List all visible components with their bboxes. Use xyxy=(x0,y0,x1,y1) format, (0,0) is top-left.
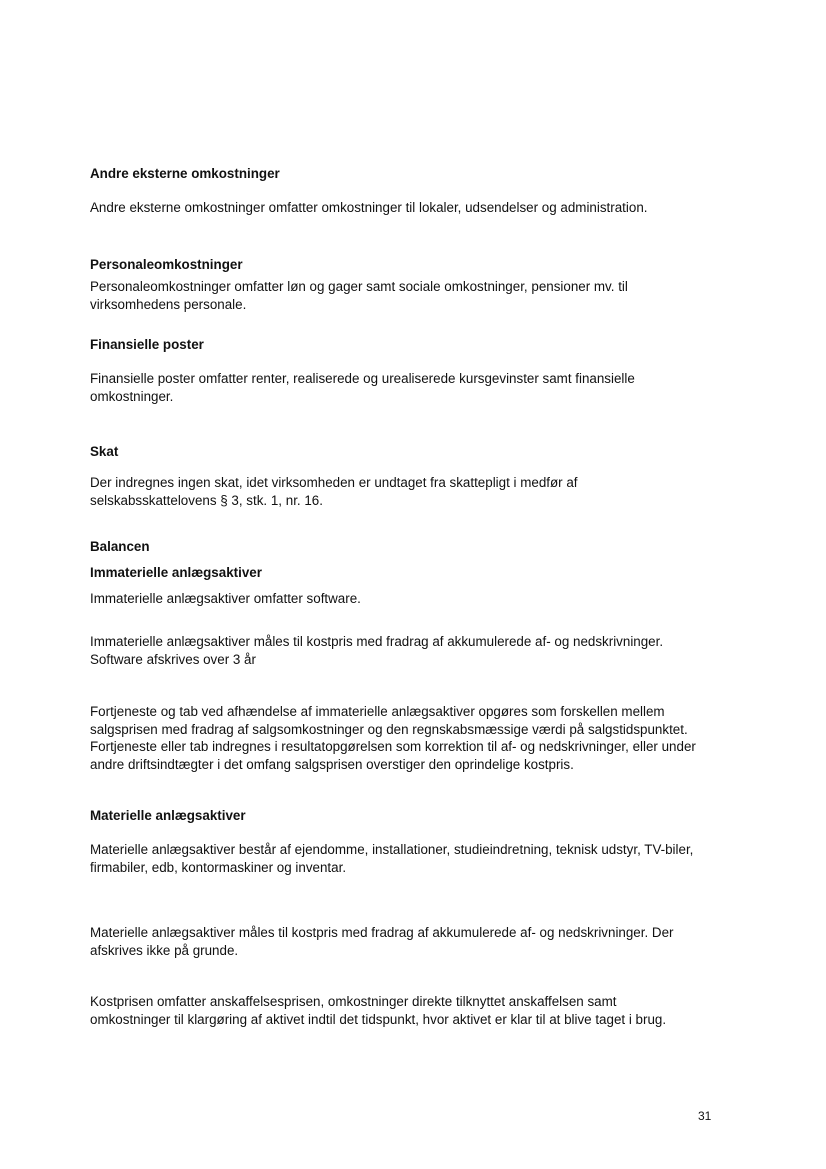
heading-andre-eksterne-omkostninger: Andre eksterne omkostninger xyxy=(90,166,280,181)
paragraph-materielle-2 xyxy=(90,924,730,959)
text-line: Kostprisen omfatter anskaffelsesprisen, omkostninger direkte tilknyttet anskaffelsen samt xyxy=(90,994,617,1009)
heading-immaterielle-anlaegsaktiver: Immaterielle anlægsaktiver xyxy=(90,565,262,580)
text-line: afskrives ikke på grunde. xyxy=(90,942,239,958)
paragraph-immaterielle-3 xyxy=(90,703,730,773)
text-line: Materielle anlægsaktiver måles til kostpris med fradrag af akkumulerede af- og nedskrivninger. Der xyxy=(90,925,674,940)
heading-personaleomkostninger: Personaleomkostninger xyxy=(90,257,243,272)
text-line: firmabiler, edb, kontormaskiner og inventar. xyxy=(90,859,347,875)
heading-finansielle-poster: Finansielle poster xyxy=(90,337,204,352)
paragraph-materielle-1 xyxy=(90,841,730,876)
text-line: Der indregnes ingen skat, idet virksomheden er undtaget fra skattepligt i medfør af xyxy=(90,475,578,490)
text-line: omkostninger til klargøring af aktivet indtil det tidspunkt, hvor aktivet er klar til at blive taget i brug. xyxy=(90,1011,667,1027)
text-line: Finansielle poster omfatter renter, realiserede og urealiserede kursgevinster samt finansielle xyxy=(90,371,635,386)
paragraph-materielle-3 xyxy=(90,993,730,1028)
text-line: andre driftsindtægter i det omfang salgsprisen overstiger den oprindelige kostpris. xyxy=(90,756,574,772)
text-line: Fortjeneste eller tab indregnes i resultatopgørelsen som korrektion til af- og nedskrivninger, eller under xyxy=(90,739,696,755)
heading-materielle-anlaegsaktiver: Materielle anlægsaktiver xyxy=(90,808,246,823)
text-line: Immaterielle anlægsaktiver omfatter software. xyxy=(90,591,361,606)
text-line: Andre eksterne omkostninger omfatter omkostninger til lokaler, udsendelser og administration. xyxy=(90,200,648,215)
text-line: omkostninger. xyxy=(90,388,174,404)
text-line: Immaterielle anlægsaktiver måles til kostpris med fradrag af akkumulerede af- og nedskrivninger. xyxy=(90,634,664,649)
text-line: salgsprisen med fradrag af salgsomkostninger og den regnskabsmæssige værdi på salgstidspunktet. xyxy=(90,721,688,737)
paragraph-personaleomkostninger xyxy=(90,278,730,313)
paragraph-immaterielle-2 xyxy=(90,633,730,668)
heading-balancen: Balancen xyxy=(90,539,150,554)
text-line: selskabsskattelovens § 3, stk. 1, nr. 16. xyxy=(90,492,323,508)
text-line: Software afskrives over 3 år xyxy=(90,651,256,667)
text-line: Materielle anlægsaktiver består af ejendomme, installationer, studieindretning, teknisk udstyr, TV-biler, xyxy=(90,842,694,857)
heading-skat: Skat xyxy=(90,444,119,459)
text-line: Fortjeneste og tab ved afhændelse af immaterielle anlægsaktiver opgøres som forskellen mellem xyxy=(90,704,665,719)
paragraph-andre-eksterne xyxy=(90,199,730,217)
text-line: Personaleomkostninger omfatter løn og gager samt sociale omkostninger, pensioner mv. til xyxy=(90,279,628,294)
paragraph-skat xyxy=(90,474,730,509)
paragraph-finansielle-poster xyxy=(90,370,730,405)
text-line: virksomhedens personale. xyxy=(90,296,247,312)
paragraph-immaterielle-1 xyxy=(90,590,730,608)
page-number: 31 xyxy=(698,1109,712,1123)
